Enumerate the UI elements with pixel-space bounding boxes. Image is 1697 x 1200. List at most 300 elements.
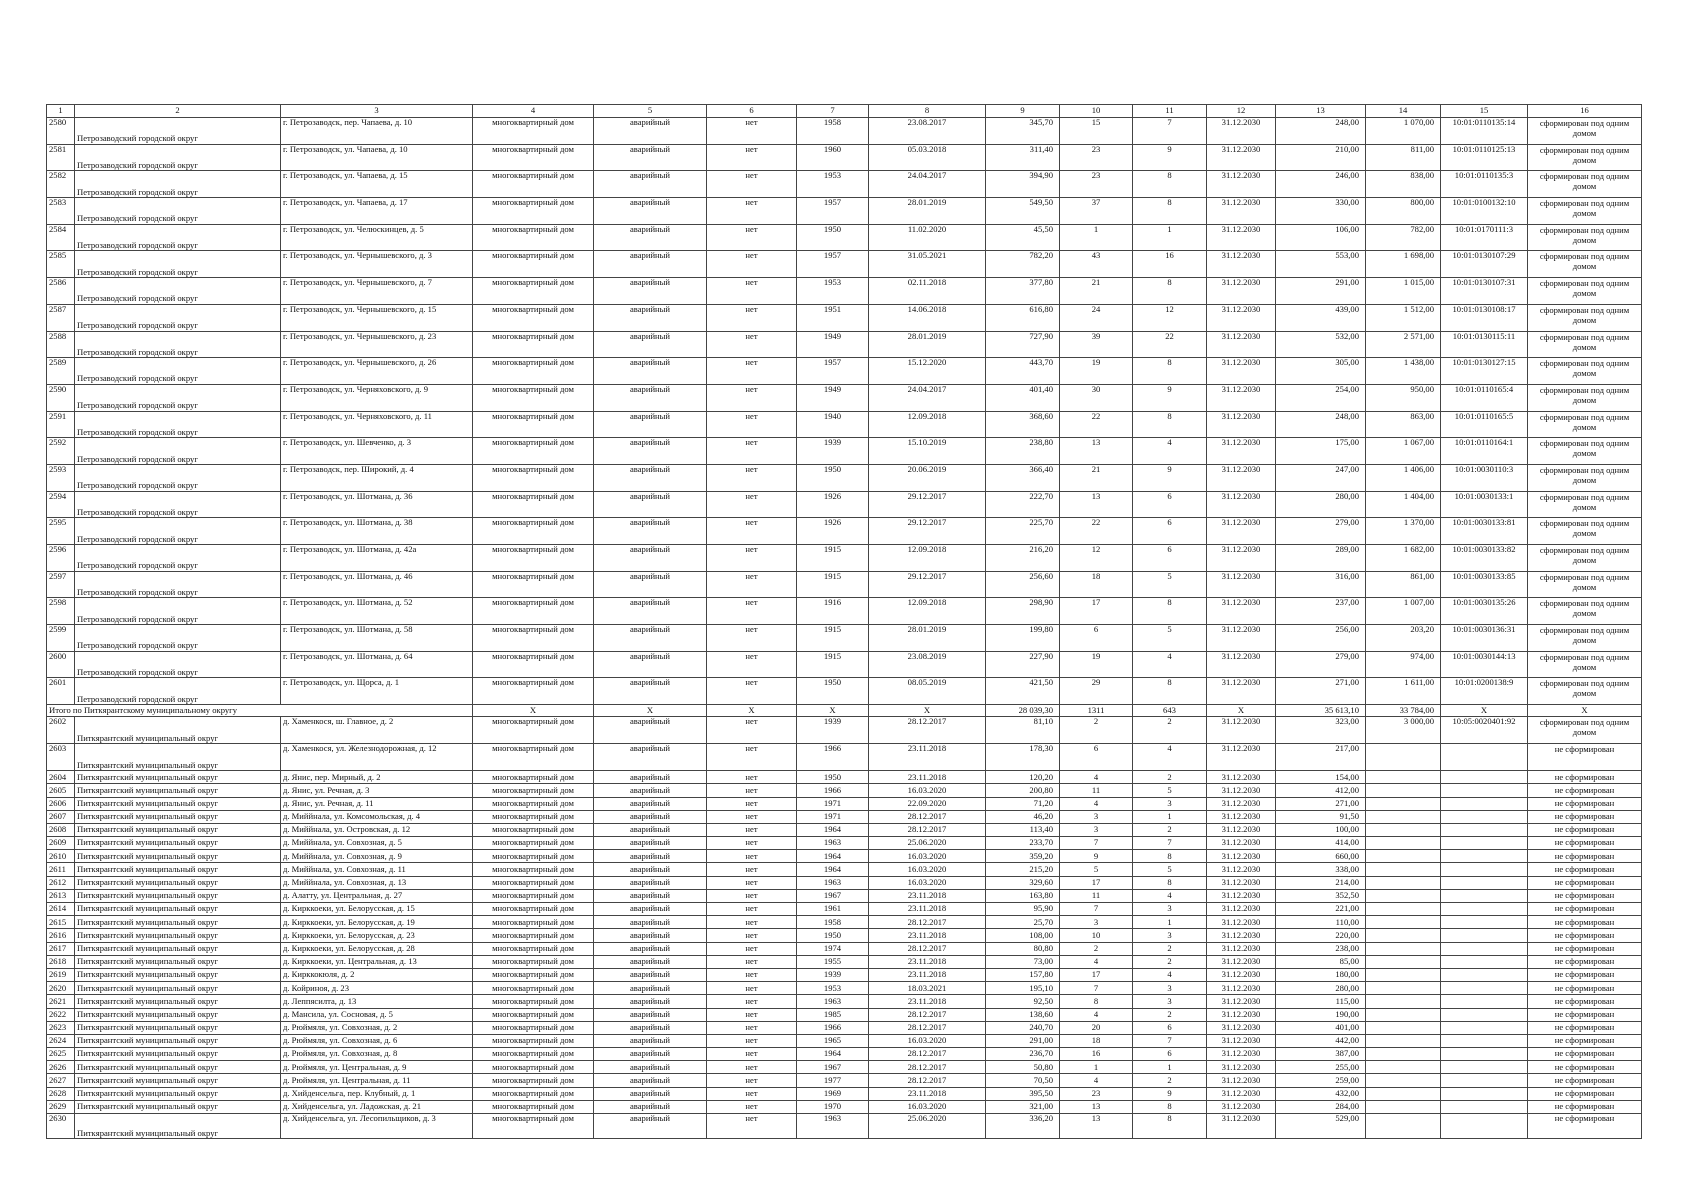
cadastral-number-cell: 10:01:0030133:85 — [1441, 571, 1528, 598]
flag-cell: нет — [707, 464, 797, 491]
year-built-cell: 1949 — [797, 384, 869, 411]
flag-cell: нет — [707, 1074, 797, 1087]
address-cell: г. Петрозаводск, ул. Челюскинцев, д. 5 — [281, 224, 473, 251]
cadastral-number-cell — [1441, 810, 1528, 823]
total-cell: Х — [797, 705, 869, 717]
value-13-cell: 237,00 — [1276, 598, 1366, 625]
recognition-date-cell: 28.01.2019 — [869, 198, 986, 225]
resettlement-deadline-cell: 31.12.2030 — [1207, 717, 1276, 744]
condition-cell: аварийный — [594, 850, 707, 863]
municipality-cell: Петрозаводский городской округ — [75, 384, 281, 411]
value-13-cell: 115,00 — [1276, 995, 1366, 1008]
condition-cell: аварийный — [594, 889, 707, 902]
land-status-cell: сформирован под одним домом — [1528, 717, 1642, 744]
apartments-cell: 8 — [1133, 198, 1207, 225]
condition-cell: аварийный — [594, 982, 707, 995]
row-number-cell: 2586 — [47, 278, 75, 305]
table-row — [47, 1087, 1642, 1100]
year-built-cell: 1926 — [797, 491, 869, 518]
condition-cell: аварийный — [594, 823, 707, 836]
table-row — [47, 384, 1642, 411]
municipality-cell: Питкярантский муниципальный округ — [75, 797, 281, 810]
year-built-cell: 1957 — [797, 358, 869, 385]
row-number-cell: 2596 — [47, 545, 75, 572]
recognition-date-cell: 20.06.2019 — [869, 464, 986, 491]
year-built-cell: 1957 — [797, 198, 869, 225]
condition-cell: аварийный — [594, 717, 707, 744]
land-status-cell: сформирован под одним домом — [1528, 331, 1642, 358]
apartments-cell: 8 — [1133, 1100, 1207, 1113]
cadastral-number-cell: 10:01:0110125:13 — [1441, 144, 1528, 171]
year-built-cell: 1939 — [797, 717, 869, 744]
resettlement-deadline-cell: 31.12.2030 — [1207, 784, 1276, 797]
apartments-cell: 1 — [1133, 224, 1207, 251]
year-built-cell: 1963 — [797, 995, 869, 1008]
land-status-cell: не сформирован — [1528, 942, 1642, 955]
condition-cell: аварийный — [594, 929, 707, 942]
building-type-cell: многоквартирный дом — [473, 744, 594, 771]
apartments-cell: 8 — [1133, 411, 1207, 438]
value-13-cell: 175,00 — [1276, 438, 1366, 465]
land-status-cell: сформирован под одним домом — [1528, 598, 1642, 625]
apartments-cell: 12 — [1133, 304, 1207, 331]
apartments-cell: 2 — [1133, 717, 1207, 744]
address-cell: д. Кирккокюля, д. 2 — [281, 968, 473, 981]
condition-cell: аварийный — [594, 916, 707, 929]
land-area-cell — [1366, 929, 1441, 942]
condition-cell: аварийный — [594, 571, 707, 598]
building-type-cell: многоквартирный дом — [473, 850, 594, 863]
resettlement-deadline-cell: 31.12.2030 — [1207, 491, 1276, 518]
recognition-date-cell: 28.12.2017 — [869, 1074, 986, 1087]
apartments-cell: 9 — [1133, 144, 1207, 171]
condition-cell: аварийный — [594, 837, 707, 850]
cadastral-number-cell — [1441, 1087, 1528, 1100]
resettlement-deadline-cell: 31.12.2030 — [1207, 1100, 1276, 1113]
row-number-cell: 2629 — [47, 1100, 75, 1113]
land-area-cell: 1 015,00 — [1366, 278, 1441, 305]
area-cell: 256,60 — [986, 571, 1060, 598]
flag-cell: нет — [707, 358, 797, 385]
row-number-cell: 2605 — [47, 784, 75, 797]
row-number-cell: 2620 — [47, 982, 75, 995]
cadastral-number-cell — [1441, 837, 1528, 850]
value-13-cell: 190,00 — [1276, 1008, 1366, 1021]
resettlement-deadline-cell: 31.12.2030 — [1207, 144, 1276, 171]
area-cell: 233,70 — [986, 837, 1060, 850]
land-status-cell: не сформирован — [1528, 823, 1642, 836]
cadastral-number-cell: 10:01:0110135:3 — [1441, 171, 1528, 198]
apartments-cell: 6 — [1133, 1048, 1207, 1061]
municipality-cell: Петрозаводский городской округ — [75, 251, 281, 278]
table-row — [47, 982, 1642, 995]
residents-cell: 4 — [1060, 1074, 1133, 1087]
year-built-cell: 1916 — [797, 598, 869, 625]
municipality-cell: Питкярантский муниципальный округ — [75, 942, 281, 955]
cadastral-number-cell — [1441, 797, 1528, 810]
table-row — [47, 955, 1642, 968]
value-13-cell: 106,00 — [1276, 224, 1366, 251]
table-row — [47, 810, 1642, 823]
land-status-cell: не сформирован — [1528, 771, 1642, 784]
apartments-cell: 3 — [1133, 929, 1207, 942]
value-13-cell: 247,00 — [1276, 464, 1366, 491]
land-status-cell: сформирован под одним домом — [1528, 304, 1642, 331]
condition-cell: аварийный — [594, 1034, 707, 1047]
recognition-date-cell: 28.12.2017 — [869, 810, 986, 823]
municipality-cell: Питкярантский муниципальный округ — [75, 889, 281, 902]
land-status-cell: не сформирован — [1528, 797, 1642, 810]
area-cell: 291,00 — [986, 1034, 1060, 1047]
row-number-cell: 2604 — [47, 771, 75, 784]
flag-cell: нет — [707, 304, 797, 331]
land-status-cell: не сформирован — [1528, 1008, 1642, 1021]
apartments-cell: 9 — [1133, 384, 1207, 411]
residents-cell: 43 — [1060, 251, 1133, 278]
residents-cell: 19 — [1060, 358, 1133, 385]
building-type-cell: многоквартирный дом — [473, 384, 594, 411]
residents-cell: 23 — [1060, 171, 1133, 198]
condition-cell: аварийный — [594, 331, 707, 358]
apartments-cell: 8 — [1133, 876, 1207, 889]
residents-cell: 10 — [1060, 929, 1133, 942]
recognition-date-cell: 23.08.2019 — [869, 651, 986, 678]
table-row — [47, 1048, 1642, 1061]
resettlement-deadline-cell: 31.12.2030 — [1207, 1008, 1276, 1021]
row-number-cell: 2590 — [47, 384, 75, 411]
recognition-date-cell: 23.11.2018 — [869, 903, 986, 916]
building-type-cell: многоквартирный дом — [473, 678, 594, 705]
table-row — [47, 651, 1642, 678]
area-cell: 113,40 — [986, 823, 1060, 836]
land-status-cell: сформирован под одним домом — [1528, 625, 1642, 652]
recognition-date-cell: 28.12.2017 — [869, 1061, 986, 1074]
resettlement-deadline-cell: 31.12.2030 — [1207, 251, 1276, 278]
building-type-cell: многоквартирный дом — [473, 251, 594, 278]
address-cell: г. Петрозаводск, ул. Черняховского, д. 9 — [281, 384, 473, 411]
building-type-cell: многоквартирный дом — [473, 304, 594, 331]
cadastral-number-cell: 10:01:0170111:3 — [1441, 224, 1528, 251]
row-number-cell: 2602 — [47, 717, 75, 744]
apartments-cell: 9 — [1133, 464, 1207, 491]
residents-cell: 18 — [1060, 1034, 1133, 1047]
flag-cell: нет — [707, 903, 797, 916]
recognition-date-cell: 08.05.2019 — [869, 678, 986, 705]
table-row — [47, 518, 1642, 545]
municipality-cell: Питкярантский муниципальный округ — [75, 837, 281, 850]
total-label: Итого по Питкярантскому муниципальному округу — [47, 705, 473, 717]
value-13-cell: 412,00 — [1276, 784, 1366, 797]
recognition-date-cell: 18.03.2021 — [869, 982, 986, 995]
value-13-cell: 154,00 — [1276, 771, 1366, 784]
year-built-cell: 1970 — [797, 1100, 869, 1113]
area-cell: 199,80 — [986, 625, 1060, 652]
condition-cell: аварийный — [594, 995, 707, 1008]
municipality-cell: Петрозаводский городской округ — [75, 171, 281, 198]
row-number-cell: 2622 — [47, 1008, 75, 1021]
recognition-date-cell: 16.03.2020 — [869, 876, 986, 889]
total-cell: Х — [473, 705, 594, 717]
cadastral-number-cell: 10:01:0030133:1 — [1441, 491, 1528, 518]
address-cell: д. Кирккоеки, ул. Белорусская, д. 15 — [281, 903, 473, 916]
municipality-cell: Питкярантский муниципальный округ — [75, 916, 281, 929]
residents-cell: 7 — [1060, 982, 1133, 995]
municipality-cell: Питкярантский муниципальный округ — [75, 929, 281, 942]
flag-cell: нет — [707, 224, 797, 251]
condition-cell: аварийный — [594, 198, 707, 225]
cadastral-number-cell: 10:01:0130107:29 — [1441, 251, 1528, 278]
area-cell: 157,80 — [986, 968, 1060, 981]
cadastral-number-cell — [1441, 1021, 1528, 1034]
value-13-cell: 214,00 — [1276, 876, 1366, 889]
municipality-cell: Питкярантский муниципальный округ — [75, 784, 281, 797]
condition-cell: аварийный — [594, 810, 707, 823]
municipality-cell: Питкярантский муниципальный округ — [75, 1048, 281, 1061]
apartments-cell: 4 — [1133, 744, 1207, 771]
residents-cell: 13 — [1060, 1100, 1133, 1113]
address-cell: д. Янис, ул. Речная, д. 3 — [281, 784, 473, 797]
value-13-cell: 100,00 — [1276, 823, 1366, 836]
municipality-cell: Петрозаводский городской округ — [75, 518, 281, 545]
land-area-cell: 203,20 — [1366, 625, 1441, 652]
apartments-cell: 8 — [1133, 171, 1207, 198]
land-status-cell: не сформирован — [1528, 744, 1642, 771]
row-number-cell: 2603 — [47, 744, 75, 771]
cadastral-number-cell: 10:01:0130127:15 — [1441, 358, 1528, 385]
value-13-cell: 316,00 — [1276, 571, 1366, 598]
condition-cell: аварийный — [594, 251, 707, 278]
address-cell: г. Петрозаводск, ул. Чернышевского, д. 26 — [281, 358, 473, 385]
flag-cell: нет — [707, 1100, 797, 1113]
residents-cell: 2 — [1060, 717, 1133, 744]
apartments-cell: 6 — [1133, 491, 1207, 518]
total-row — [47, 705, 1642, 717]
land-status-cell: не сформирован — [1528, 968, 1642, 981]
address-cell: г. Петрозаводск, ул. Шотмана, д. 46 — [281, 571, 473, 598]
cadastral-number-cell — [1441, 1008, 1528, 1021]
cadastral-number-cell — [1441, 903, 1528, 916]
cadastral-number-cell — [1441, 1061, 1528, 1074]
year-built-cell: 1940 — [797, 411, 869, 438]
building-type-cell: многоквартирный дом — [473, 837, 594, 850]
value-13-cell: 305,00 — [1276, 358, 1366, 385]
building-type-cell: многоквартирный дом — [473, 545, 594, 572]
land-area-cell: 1 438,00 — [1366, 358, 1441, 385]
building-type-cell: многоквартирный дом — [473, 797, 594, 810]
flag-cell: нет — [707, 251, 797, 278]
resettlement-deadline-cell: 31.12.2030 — [1207, 889, 1276, 902]
cadastral-number-cell — [1441, 968, 1528, 981]
resettlement-deadline-cell: 31.12.2030 — [1207, 744, 1276, 771]
value-13-cell: 529,00 — [1276, 1114, 1366, 1139]
flag-cell: нет — [707, 1061, 797, 1074]
apartments-cell: 5 — [1133, 863, 1207, 876]
area-cell: 236,70 — [986, 1048, 1060, 1061]
table-row — [47, 968, 1642, 981]
address-cell: г. Петрозаводск, ул. Чернышевского, д. 3 — [281, 251, 473, 278]
recognition-date-cell: 02.11.2018 — [869, 278, 986, 305]
building-type-cell: многоквартирный дом — [473, 1061, 594, 1074]
land-area-cell: 800,00 — [1366, 198, 1441, 225]
municipality-cell: Петрозаводский городской округ — [75, 438, 281, 465]
column-header: 1 — [47, 105, 75, 118]
land-status-cell: не сформирован — [1528, 850, 1642, 863]
condition-cell: аварийный — [594, 1008, 707, 1021]
address-cell: д. Миййнала, ул. Совхозная, д. 5 — [281, 837, 473, 850]
residents-cell: 2 — [1060, 942, 1133, 955]
row-number-cell: 2621 — [47, 995, 75, 1008]
residents-cell: 9 — [1060, 850, 1133, 863]
address-cell: д. Рюймяля, ул. Совхозная, д. 6 — [281, 1034, 473, 1047]
table-row — [47, 823, 1642, 836]
land-area-cell — [1366, 1114, 1441, 1139]
apartments-cell: 6 — [1133, 545, 1207, 572]
condition-cell: аварийный — [594, 118, 707, 145]
apartments-cell: 22 — [1133, 331, 1207, 358]
building-type-cell: многоквартирный дом — [473, 571, 594, 598]
cadastral-number-cell: 10:01:0100132:10 — [1441, 198, 1528, 225]
row-number-cell: 2588 — [47, 331, 75, 358]
building-type-cell: многоквартирный дом — [473, 518, 594, 545]
residents-cell: 21 — [1060, 464, 1133, 491]
cadastral-number-cell: 10:01:0110164:1 — [1441, 438, 1528, 465]
cadastral-number-cell — [1441, 929, 1528, 942]
land-area-cell — [1366, 863, 1441, 876]
row-number-cell: 2608 — [47, 823, 75, 836]
building-type-cell: многоквартирный дом — [473, 982, 594, 995]
table-row — [47, 411, 1642, 438]
condition-cell: аварийный — [594, 464, 707, 491]
year-built-cell: 1955 — [797, 955, 869, 968]
building-type-cell: многоквартирный дом — [473, 1087, 594, 1100]
resettlement-deadline-cell: 31.12.2030 — [1207, 916, 1276, 929]
building-type-cell: многоквартирный дом — [473, 929, 594, 942]
area-cell: 782,20 — [986, 251, 1060, 278]
land-area-cell — [1366, 876, 1441, 889]
residents-cell: 4 — [1060, 955, 1133, 968]
table-row — [47, 889, 1642, 902]
area-cell: 240,70 — [986, 1021, 1060, 1034]
resettlement-deadline-cell: 31.12.2030 — [1207, 171, 1276, 198]
land-area-cell: 1 698,00 — [1366, 251, 1441, 278]
cadastral-number-cell — [1441, 850, 1528, 863]
land-status-cell: не сформирован — [1528, 889, 1642, 902]
area-cell: 227,90 — [986, 651, 1060, 678]
residents-cell: 39 — [1060, 331, 1133, 358]
area-cell: 200,80 — [986, 784, 1060, 797]
year-built-cell: 1915 — [797, 651, 869, 678]
land-area-cell: 3 000,00 — [1366, 717, 1441, 744]
land-status-cell: сформирован под одним домом — [1528, 198, 1642, 225]
area-cell: 95,90 — [986, 903, 1060, 916]
flag-cell: нет — [707, 717, 797, 744]
resettlement-deadline-cell: 31.12.2030 — [1207, 518, 1276, 545]
value-13-cell: 248,00 — [1276, 411, 1366, 438]
flag-cell: нет — [707, 771, 797, 784]
land-area-cell: 861,00 — [1366, 571, 1441, 598]
apartments-cell: 8 — [1133, 1114, 1207, 1139]
area-cell: 222,70 — [986, 491, 1060, 518]
area-cell: 92,50 — [986, 995, 1060, 1008]
municipality-cell: Петрозаводский городской округ — [75, 304, 281, 331]
cadastral-number-cell: 10:01:0110165:4 — [1441, 384, 1528, 411]
value-13-cell: 352,50 — [1276, 889, 1366, 902]
land-area-cell — [1366, 1034, 1441, 1047]
condition-cell: аварийный — [594, 771, 707, 784]
value-13-cell: 338,00 — [1276, 863, 1366, 876]
address-cell: д. Рюймяля, ул. Совхозная, д. 2 — [281, 1021, 473, 1034]
building-type-cell: многоквартирный дом — [473, 1114, 594, 1139]
municipality-cell: Петрозаводский городской округ — [75, 278, 281, 305]
resettlement-deadline-cell: 31.12.2030 — [1207, 837, 1276, 850]
condition-cell: аварийный — [594, 744, 707, 771]
residents-cell: 3 — [1060, 823, 1133, 836]
year-built-cell: 1963 — [797, 1114, 869, 1139]
row-number-cell: 2611 — [47, 863, 75, 876]
land-status-cell: не сформирован — [1528, 810, 1642, 823]
building-type-cell: многоквартирный дом — [473, 968, 594, 981]
area-cell: 616,80 — [986, 304, 1060, 331]
municipality-cell: Питкярантский муниципальный округ — [75, 771, 281, 784]
recognition-date-cell: 12.09.2018 — [869, 545, 986, 572]
municipality-cell: Петрозаводский городской округ — [75, 358, 281, 385]
value-13-cell: 414,00 — [1276, 837, 1366, 850]
year-built-cell: 1967 — [797, 1061, 869, 1074]
residents-cell: 23 — [1060, 1087, 1133, 1100]
land-status-cell: сформирован под одним домом — [1528, 411, 1642, 438]
resettlement-deadline-cell: 31.12.2030 — [1207, 1074, 1276, 1087]
recognition-date-cell: 28.12.2017 — [869, 942, 986, 955]
municipality-cell: Петрозаводский городской округ — [75, 411, 281, 438]
municipality-cell: Питкярантский муниципальный округ — [75, 1034, 281, 1047]
address-cell: г. Петрозаводск, ул. Шотмана, д. 42а — [281, 545, 473, 572]
building-type-cell: многоквартирный дом — [473, 823, 594, 836]
year-built-cell: 1964 — [797, 1048, 869, 1061]
value-13-cell: 210,00 — [1276, 144, 1366, 171]
recognition-date-cell: 31.05.2021 — [869, 251, 986, 278]
row-number-cell: 2599 — [47, 625, 75, 652]
land-area-cell: 811,00 — [1366, 144, 1441, 171]
flag-cell: нет — [707, 850, 797, 863]
area-cell: 394,90 — [986, 171, 1060, 198]
cadastral-number-cell — [1441, 771, 1528, 784]
recognition-date-cell: 12.09.2018 — [869, 411, 986, 438]
residents-cell: 20 — [1060, 1021, 1133, 1034]
table-row — [47, 464, 1642, 491]
flag-cell: нет — [707, 1048, 797, 1061]
area-cell: 216,20 — [986, 545, 1060, 572]
apartments-cell: 3 — [1133, 797, 1207, 810]
resettlement-deadline-cell: 31.12.2030 — [1207, 1048, 1276, 1061]
recognition-date-cell: 16.03.2020 — [869, 1034, 986, 1047]
residents-cell: 11 — [1060, 784, 1133, 797]
cadastral-number-cell: 10:01:0030133:82 — [1441, 545, 1528, 572]
building-type-cell: многоквартирный дом — [473, 358, 594, 385]
building-type-cell: многоквартирный дом — [473, 784, 594, 797]
recognition-date-cell: 24.04.2017 — [869, 171, 986, 198]
residents-cell: 17 — [1060, 598, 1133, 625]
land-area-cell — [1366, 889, 1441, 902]
recognition-date-cell: 11.02.2020 — [869, 224, 986, 251]
residents-cell: 6 — [1060, 744, 1133, 771]
table-row — [47, 438, 1642, 465]
year-built-cell: 1967 — [797, 889, 869, 902]
year-built-cell: 1966 — [797, 1021, 869, 1034]
building-type-cell: многоквартирный дом — [473, 1100, 594, 1113]
table-row — [47, 797, 1642, 810]
address-cell: д. Кирккоеки, ул. Белорусская, д. 19 — [281, 916, 473, 929]
building-type-cell: многоквартирный дом — [473, 889, 594, 902]
